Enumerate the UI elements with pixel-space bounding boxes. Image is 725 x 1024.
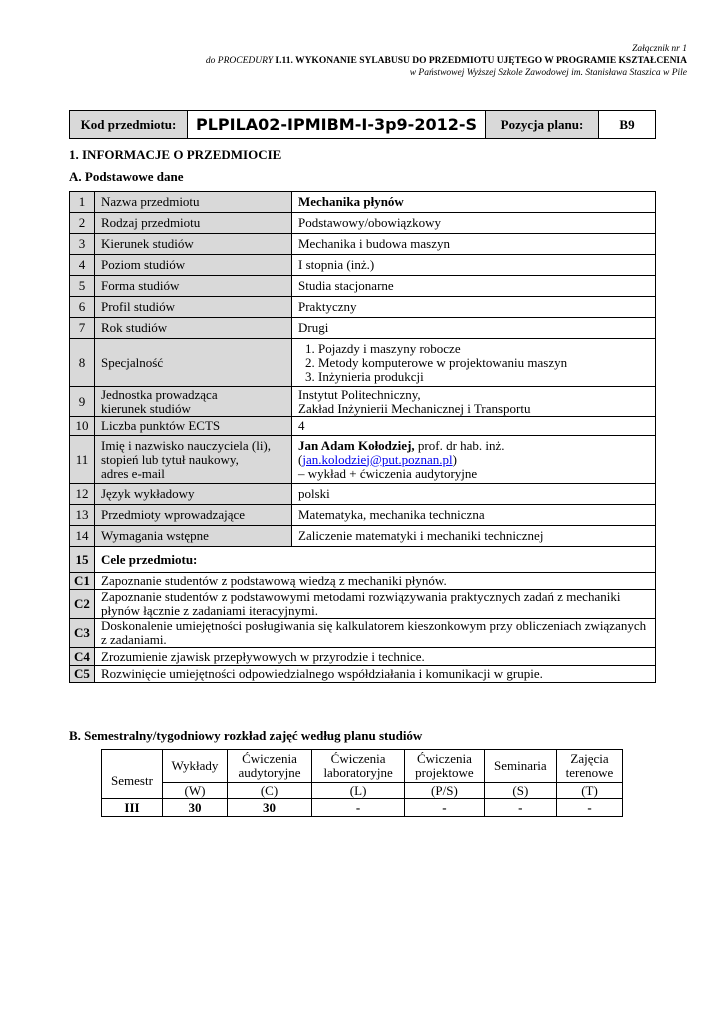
table-row [70, 276, 656, 297]
row-number: 8 [70, 339, 95, 387]
field-name: Liczba punktów ECTS [95, 417, 292, 436]
row-number: 1 [70, 192, 95, 213]
field-value: Zaliczenie matematyki i mechaniki technicznej [292, 526, 656, 547]
teacher-role: – wykład + ćwiczenia audytoryjne [298, 465, 478, 481]
table-row [70, 339, 656, 387]
table-row [70, 213, 656, 234]
field-value: Matematyka, mechanika techniczna [292, 505, 656, 526]
row-number: 9 [70, 387, 95, 417]
table-row [70, 297, 656, 318]
schedule-col-header: Ćwiczenia projektowe [405, 750, 485, 783]
schedule-hours: 30 [163, 799, 228, 817]
teacher-title: prof. dr hab. inż. [414, 437, 505, 453]
specialization-item: 1. Pojazdy i maszyny robocze [318, 342, 649, 356]
field-value: Podstawowy/obowiązkowy [292, 213, 656, 234]
field-value: 4 [292, 417, 656, 436]
table-row [70, 484, 656, 505]
goal-code: C4 [70, 648, 95, 666]
schedule-abbr: (W) [163, 783, 228, 799]
field-value: Studia stacjonarne [292, 276, 656, 297]
row-number: 15 [70, 547, 95, 573]
goal-code: C1 [70, 573, 95, 590]
table-row [70, 234, 656, 255]
course-code-label: Kod przedmiotu: [70, 111, 188, 139]
table-row [70, 255, 656, 276]
row-number: 10 [70, 417, 95, 436]
field-name: Wymagania wstępne [95, 526, 292, 547]
row-number: 11 [70, 436, 95, 484]
row-number: 6 [70, 297, 95, 318]
table-row [70, 192, 656, 213]
row-number: 12 [70, 484, 95, 505]
field-name: Przedmioty wprowadzające [95, 505, 292, 526]
goal-text: Zrozumienie zjawisk przepływowych w przyrodzie i technice. [95, 648, 656, 666]
row-number: 5 [70, 276, 95, 297]
schedule-semester-value: III [102, 799, 163, 817]
schedule-hours: - [405, 799, 485, 817]
goal-code: C3 [70, 619, 95, 648]
field-name: Forma studiów [95, 276, 292, 297]
row-number: 4 [70, 255, 95, 276]
field-value: Mechanika i budowa maszyn [292, 234, 656, 255]
schedule-col-header: Zajęcia terenowe [557, 750, 623, 783]
teacher-info: Jan Adam Kołodziej, prof. dr hab. inż. (jan.kolodziej@put.poznan.pl) – wykład + ćwiczenia audytoryjne [292, 436, 656, 484]
goal-text: Zapoznanie studentów z podstawową wiedzą z mechaniki płynów. [95, 573, 656, 590]
row-number: 13 [70, 505, 95, 526]
schedule-abbr: (L) [312, 783, 405, 799]
field-name: Rodzaj przedmiotu [95, 213, 292, 234]
schedule-col-header: Seminaria [484, 750, 556, 783]
field-name: Nazwa przedmiotu [95, 192, 292, 213]
schedule-hours: - [312, 799, 405, 817]
goal-text: Rozwinięcie umiejętności odpowiedzialnego współdziałania i komunikacji w grupie. [95, 666, 656, 683]
field-name: Rok studiów [95, 318, 292, 339]
schedule-col-header: Wykłady [163, 750, 228, 783]
semester-header: Semestr [102, 750, 163, 799]
row-number: 2 [70, 213, 95, 234]
goal-text: Doskonalenie umiejętności posługiwania się kalkulatorem kieszonkowym przy obliczeniach związanych z zadaniami. [95, 619, 656, 648]
teacher-name: Jan Adam Kołodziej, [298, 437, 415, 453]
goal-row [70, 590, 656, 619]
plan-position-label: Pozycja planu: [486, 111, 599, 139]
procedure-line [206, 55, 687, 67]
procedure-title: WYKONANIE SYLABUSU DO PRZEDMIOTU UJĘTEGO W PROGRAMIE KSZTAŁCENIA [292, 56, 687, 66]
row-number: 3 [70, 234, 95, 255]
field-value: Drugi [292, 318, 656, 339]
schedule-abbr: (T) [557, 783, 623, 799]
field-name: Język wykładowy [95, 484, 292, 505]
table-row [70, 318, 656, 339]
field-value: polski [292, 484, 656, 505]
goal-row [70, 666, 656, 683]
field-value: Praktyczny [292, 297, 656, 318]
attachment-label: Załącznik nr 1 [632, 44, 687, 54]
schedule-abbr: (C) [227, 783, 311, 799]
field-name: Kierunek studiów [95, 234, 292, 255]
schedule-abbr: (S) [484, 783, 556, 799]
schedule-hours: 30 [227, 799, 311, 817]
field-name: Poziom studiów [95, 255, 292, 276]
goal-code: C2 [70, 590, 95, 619]
goal-row [70, 648, 656, 666]
section-b-title: B. Semestralny/tygodniowy rozkład zajęć według planu studiów [69, 728, 423, 743]
goal-row [70, 619, 656, 648]
schedule-hours: - [484, 799, 556, 817]
procedure-prefix: do PROCEDURY [205, 56, 276, 66]
table-row [70, 417, 656, 436]
specialization-item: 2. Metody komputerowe w projektowaniu maszyn [318, 356, 649, 370]
specialization-list [292, 339, 656, 387]
table-row [70, 505, 656, 526]
document-header [206, 43, 687, 79]
schedule-table [101, 749, 623, 817]
field-value: Instytut Politechniczny, Zakład Inżynierii Mechanicznej i Transportu [292, 387, 656, 417]
basic-data-table [69, 191, 656, 683]
row-number: 14 [70, 526, 95, 547]
course-code-value: PLPILA02-IPMIBM-I-3p9-2012-S [188, 111, 486, 139]
goals-header: Cele przedmiotu: [95, 547, 656, 573]
schedule-col-header: Ćwiczenia laboratoryjne [312, 750, 405, 783]
goal-row [70, 573, 656, 590]
table-row [70, 387, 656, 417]
section-1-title: 1. INFORMACJE O PRZEDMIOCIE [69, 147, 282, 162]
goal-code: C5 [70, 666, 95, 683]
plan-position-value: B9 [599, 111, 656, 139]
section-a-title: A. Podstawowe dane [69, 169, 184, 184]
table-row [70, 436, 656, 484]
schedule-col-header: Ćwiczenia audytoryjne [227, 750, 311, 783]
goal-text: Zapoznanie studentów z podstawowymi metodami rozwiązywania praktycznych zadań z mechaniki płynów łącznie z zadaniami iteracyjnymi. [95, 590, 656, 619]
school-line: w Państwowej Wyższej Szkole Zawodowej im. Stanisława Staszica w Pile [409, 68, 687, 78]
course-code-table [69, 110, 656, 139]
table-row [70, 526, 656, 547]
schedule-hours: - [557, 799, 623, 817]
procedure-number: I.11. [275, 56, 293, 66]
table-row [70, 547, 656, 573]
row-number: 7 [70, 318, 95, 339]
specialization-item: 3. Inżynieria produkcji [318, 370, 649, 384]
field-name: Profil studiów [95, 297, 292, 318]
field-value: Mechanika płynów [292, 192, 656, 213]
schedule-abbr: (P/S) [405, 783, 485, 799]
field-name: Imię i nazwisko nauczyciela (li), stopień lub tytuł naukowy, adres e-mail [95, 436, 292, 484]
field-name: Jednostka prowadząca kierunek studiów [95, 387, 292, 417]
teacher-email-link[interactable]: jan.kolodziej@put.poznan.pl [302, 451, 453, 467]
field-name: Specjalność [95, 339, 292, 387]
field-value: I stopnia (inż.) [292, 255, 656, 276]
